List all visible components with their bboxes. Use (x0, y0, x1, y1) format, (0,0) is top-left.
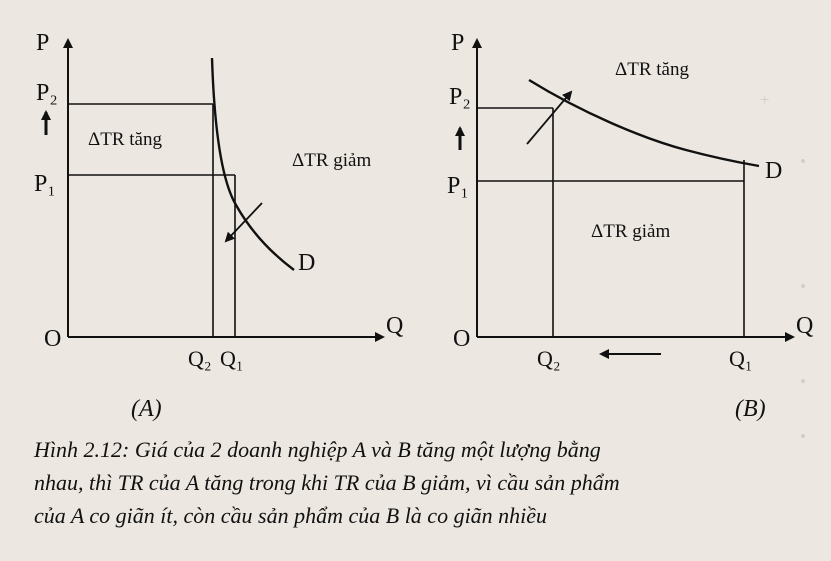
panel-a-diagram (0, 0, 404, 400)
panel-b-p-axis-label: P (451, 30, 465, 56)
panel-b-curve-label: D (765, 158, 783, 184)
panel-b-increase-arrow (527, 92, 571, 144)
panel-b-q2-label: Q₂ (537, 346, 561, 371)
panel-b-p1-label: P₁ (447, 173, 469, 199)
panel-a-label: (A) (131, 396, 162, 422)
panel-a-curve-label: D (298, 250, 316, 276)
caption-line: nhau, thì TR của A tăng trong khi TR của B giảm, vì cầu sản phẩm (34, 470, 620, 495)
panel-a-q2-label: Q₂ (188, 346, 212, 371)
panel-b-demand-curve (529, 80, 759, 166)
panel-a-p1-label: P₁ (34, 171, 56, 197)
panel-a-q1-label: Q₁ (220, 346, 244, 371)
panel-b-tr-increase-label: ΔTR tăng (615, 59, 689, 80)
panel-b-tr-decrease-label: ΔTR giảm (591, 221, 671, 242)
panel-a-p2-label: P₂ (36, 80, 58, 106)
panel-a-tr-decrease-label: ΔTR giảm (292, 150, 372, 171)
caption-line: Hình 2.12: Giá của 2 doanh nghiệp A và B tăng một lượng bằng (34, 437, 601, 462)
panel-b-p2-label: P₂ (449, 84, 471, 110)
panel-a-q-axis-label: Q (386, 313, 404, 339)
bleed-through-text: + • • • • (760, 90, 806, 446)
panel-b-origin-label: O (453, 326, 471, 352)
caption-line: của A co giãn ít, còn cầu sản phẩm của B là co giãn nhiều (34, 503, 548, 528)
figure-caption (34, 433, 824, 532)
panel-a-p-axis-label: P (36, 30, 50, 56)
panel-b-q1-label: Q₁ (729, 346, 753, 371)
panel-a-tr-increase-label: ΔTR tăng (88, 129, 162, 150)
panel-a-demand-curve (212, 58, 294, 270)
panel-b-label: (B) (735, 396, 766, 422)
panel-b-q-axis-label: Q (796, 313, 814, 339)
panel-a-origin-label: O (44, 326, 62, 352)
panel-b-diagram (431, 0, 831, 400)
